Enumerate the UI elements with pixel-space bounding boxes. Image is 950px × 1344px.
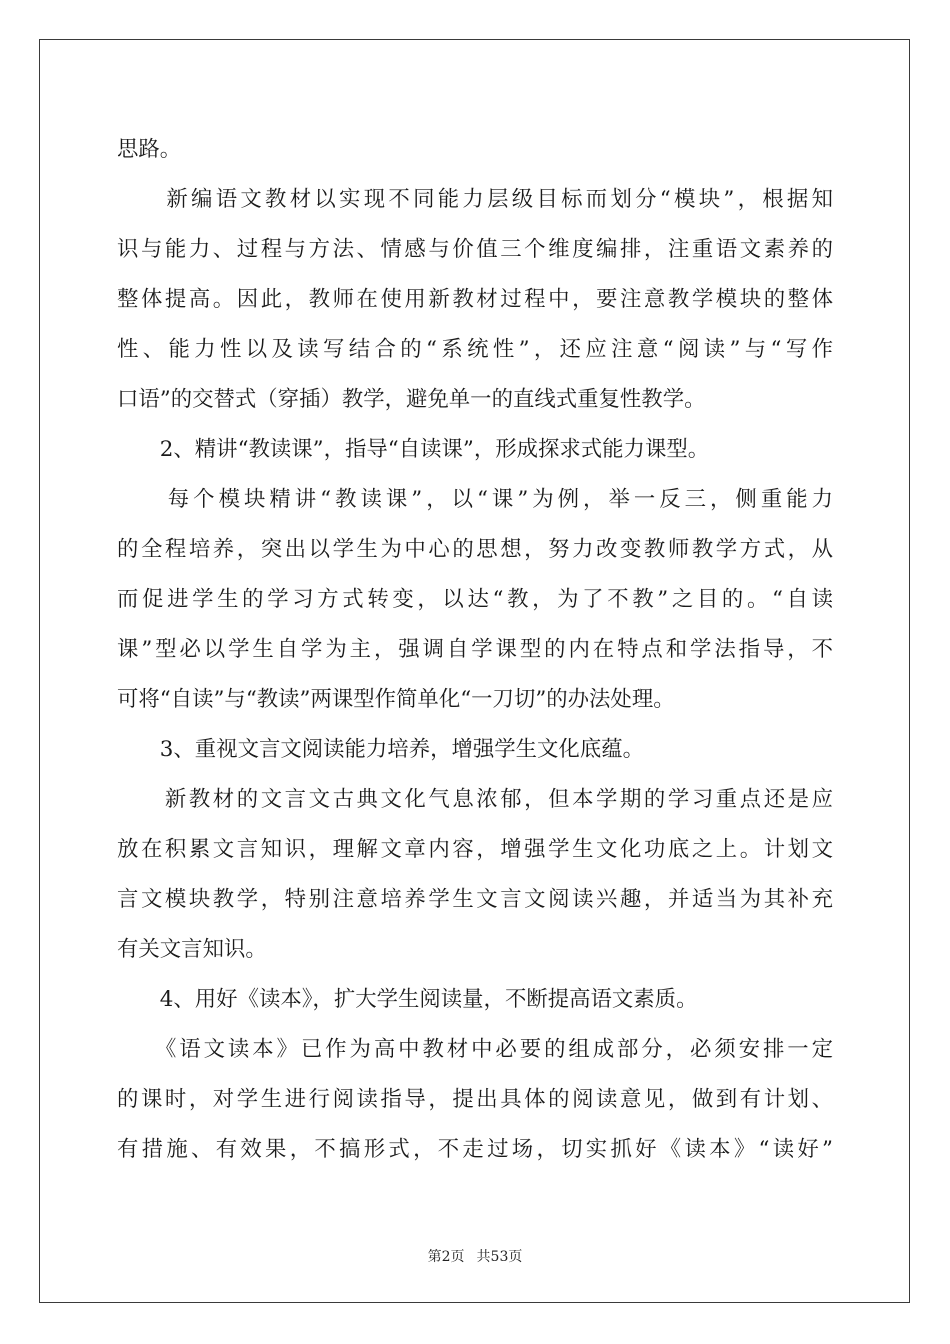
text-line: 言文模块教学，特别注意培养学生文言文阅读兴趣，并适当为其补充 (117, 887, 833, 912)
text-line: 新编语文教材以实现不同能力层级目标而划分“模块”，根据知 (117, 187, 833, 212)
text-line: 每个模块精讲“教读课”，以“课”为例，举一反三，侧重能力 (117, 487, 833, 512)
section-heading: 2、精讲“教读课”，指导“自读课”，形成探求式能力课型。 (117, 437, 710, 462)
text-line: 新教材的文言文古典文化气息浓郁，但本学期的学习重点还是应 (117, 787, 833, 812)
text-line: 可将“自读”与“教读”两课型作简单化“一刀切”的办法处理。 (117, 687, 675, 712)
text-line: 有关文言知识。 (117, 937, 267, 962)
section-heading: 3、重视文言文阅读能力培养，增强学生文化底蕴。 (117, 737, 644, 762)
text-line: 放在积累文言知识，理解文章内容，增强学生文化功底之上。计划文 (117, 837, 833, 862)
text-line: 课”型必以学生自学为主，强调自学课型的内在特点和学法指导，不 (117, 637, 833, 662)
text-line: 思路。 (117, 137, 182, 162)
text-line: 而促进学生的学习方式转变，以达“教，为了不教”之目的。“自读 (117, 587, 833, 612)
text-line: 《语文读本》已作为高中教材中必要的组成部分，必须安排一定 (117, 1037, 833, 1062)
total-pages: 共53页 (476, 1249, 523, 1265)
page-number: 第2页 (427, 1249, 465, 1265)
section-heading: 4、用好《读本》，扩大学生阅读量，不断提高语文素质。 (117, 987, 698, 1012)
text-line: 的全程培养，突出以学生为中心的思想，努力改变教师教学方式，从 (117, 537, 833, 562)
text-line: 的课时，对学生进行阅读指导，提出具体的阅读意见，做到有计划、 (117, 1087, 833, 1112)
page-footer (0, 1246, 950, 1266)
text-line: 性、能力性以及读写结合的“系统性”，还应注意“阅读”与“写作 (117, 337, 833, 362)
text-line: 识与能力、过程与方法、情感与价值三个维度编排，注重语文素养的 (117, 237, 833, 262)
text-line: 整体提高。因此，教师在使用新教材过程中，要注意教学模块的整体 (117, 287, 833, 312)
text-line: 有措施、有效果，不搞形式，不走过场，切实抓好《读本》“读好” (117, 1137, 833, 1162)
text-line: 口语”的交替式（穿插）教学，避免单一的直线式重复性教学。 (117, 387, 706, 412)
